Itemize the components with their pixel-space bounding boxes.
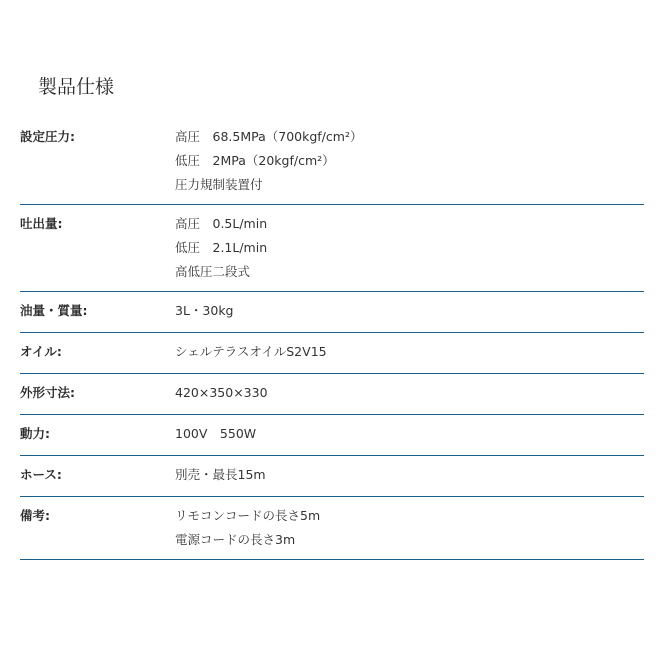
spec-row-oil	[20, 333, 644, 374]
spec-row-notes	[20, 497, 644, 560]
spec-values	[175, 374, 644, 414]
spec-table	[20, 118, 644, 560]
spec-row-power	[20, 415, 644, 456]
spec-label: 備考:	[20, 508, 50, 523]
spec-row-dimensions	[20, 374, 644, 415]
spec-label: ホース:	[20, 467, 62, 482]
spec-values	[175, 497, 644, 559]
spec-label: 外形寸法:	[20, 385, 75, 400]
spec-value: 低圧 2.1L/min	[175, 240, 268, 255]
spec-value: 高圧 0.5L/min	[175, 216, 268, 231]
spec-label: 吐出量:	[20, 216, 63, 231]
spec-value: シェルテラスオイルS2V15	[175, 344, 327, 359]
spec-row-discharge	[20, 205, 644, 292]
spec-row-pressure	[20, 118, 644, 205]
spec-values	[175, 415, 644, 455]
spec-label: 動力:	[20, 426, 50, 441]
spec-value: リモコンコードの長さ5m	[175, 508, 321, 523]
spec-value: 100V 550W	[175, 426, 257, 441]
page-title: 製品仕様	[38, 76, 115, 98]
spec-value: 高低圧二段式	[175, 264, 251, 279]
spec-label: 油量・質量:	[20, 303, 88, 318]
spec-values	[175, 333, 644, 373]
spec-value: 別売・最長15m	[175, 467, 266, 482]
spec-value: 420×350×330	[175, 385, 268, 400]
spec-value: 高圧 68.5MPa（700kgf/cm²）	[175, 129, 363, 144]
spec-row-hose	[20, 456, 644, 497]
spec-values	[175, 292, 644, 332]
spec-label: 設定圧力:	[20, 129, 75, 144]
spec-value: 圧力規制装置付	[175, 177, 263, 192]
spec-values	[175, 118, 644, 204]
spec-value: 低圧 2MPa（20kgf/cm²）	[175, 153, 335, 168]
spec-values	[175, 456, 644, 496]
spec-value: 3L・30kg	[175, 303, 234, 318]
spec-label: オイル:	[20, 344, 62, 359]
spec-row-oil-weight	[20, 292, 644, 333]
spec-value: 電源コードの長さ3m	[175, 532, 296, 547]
spec-values	[175, 205, 644, 291]
